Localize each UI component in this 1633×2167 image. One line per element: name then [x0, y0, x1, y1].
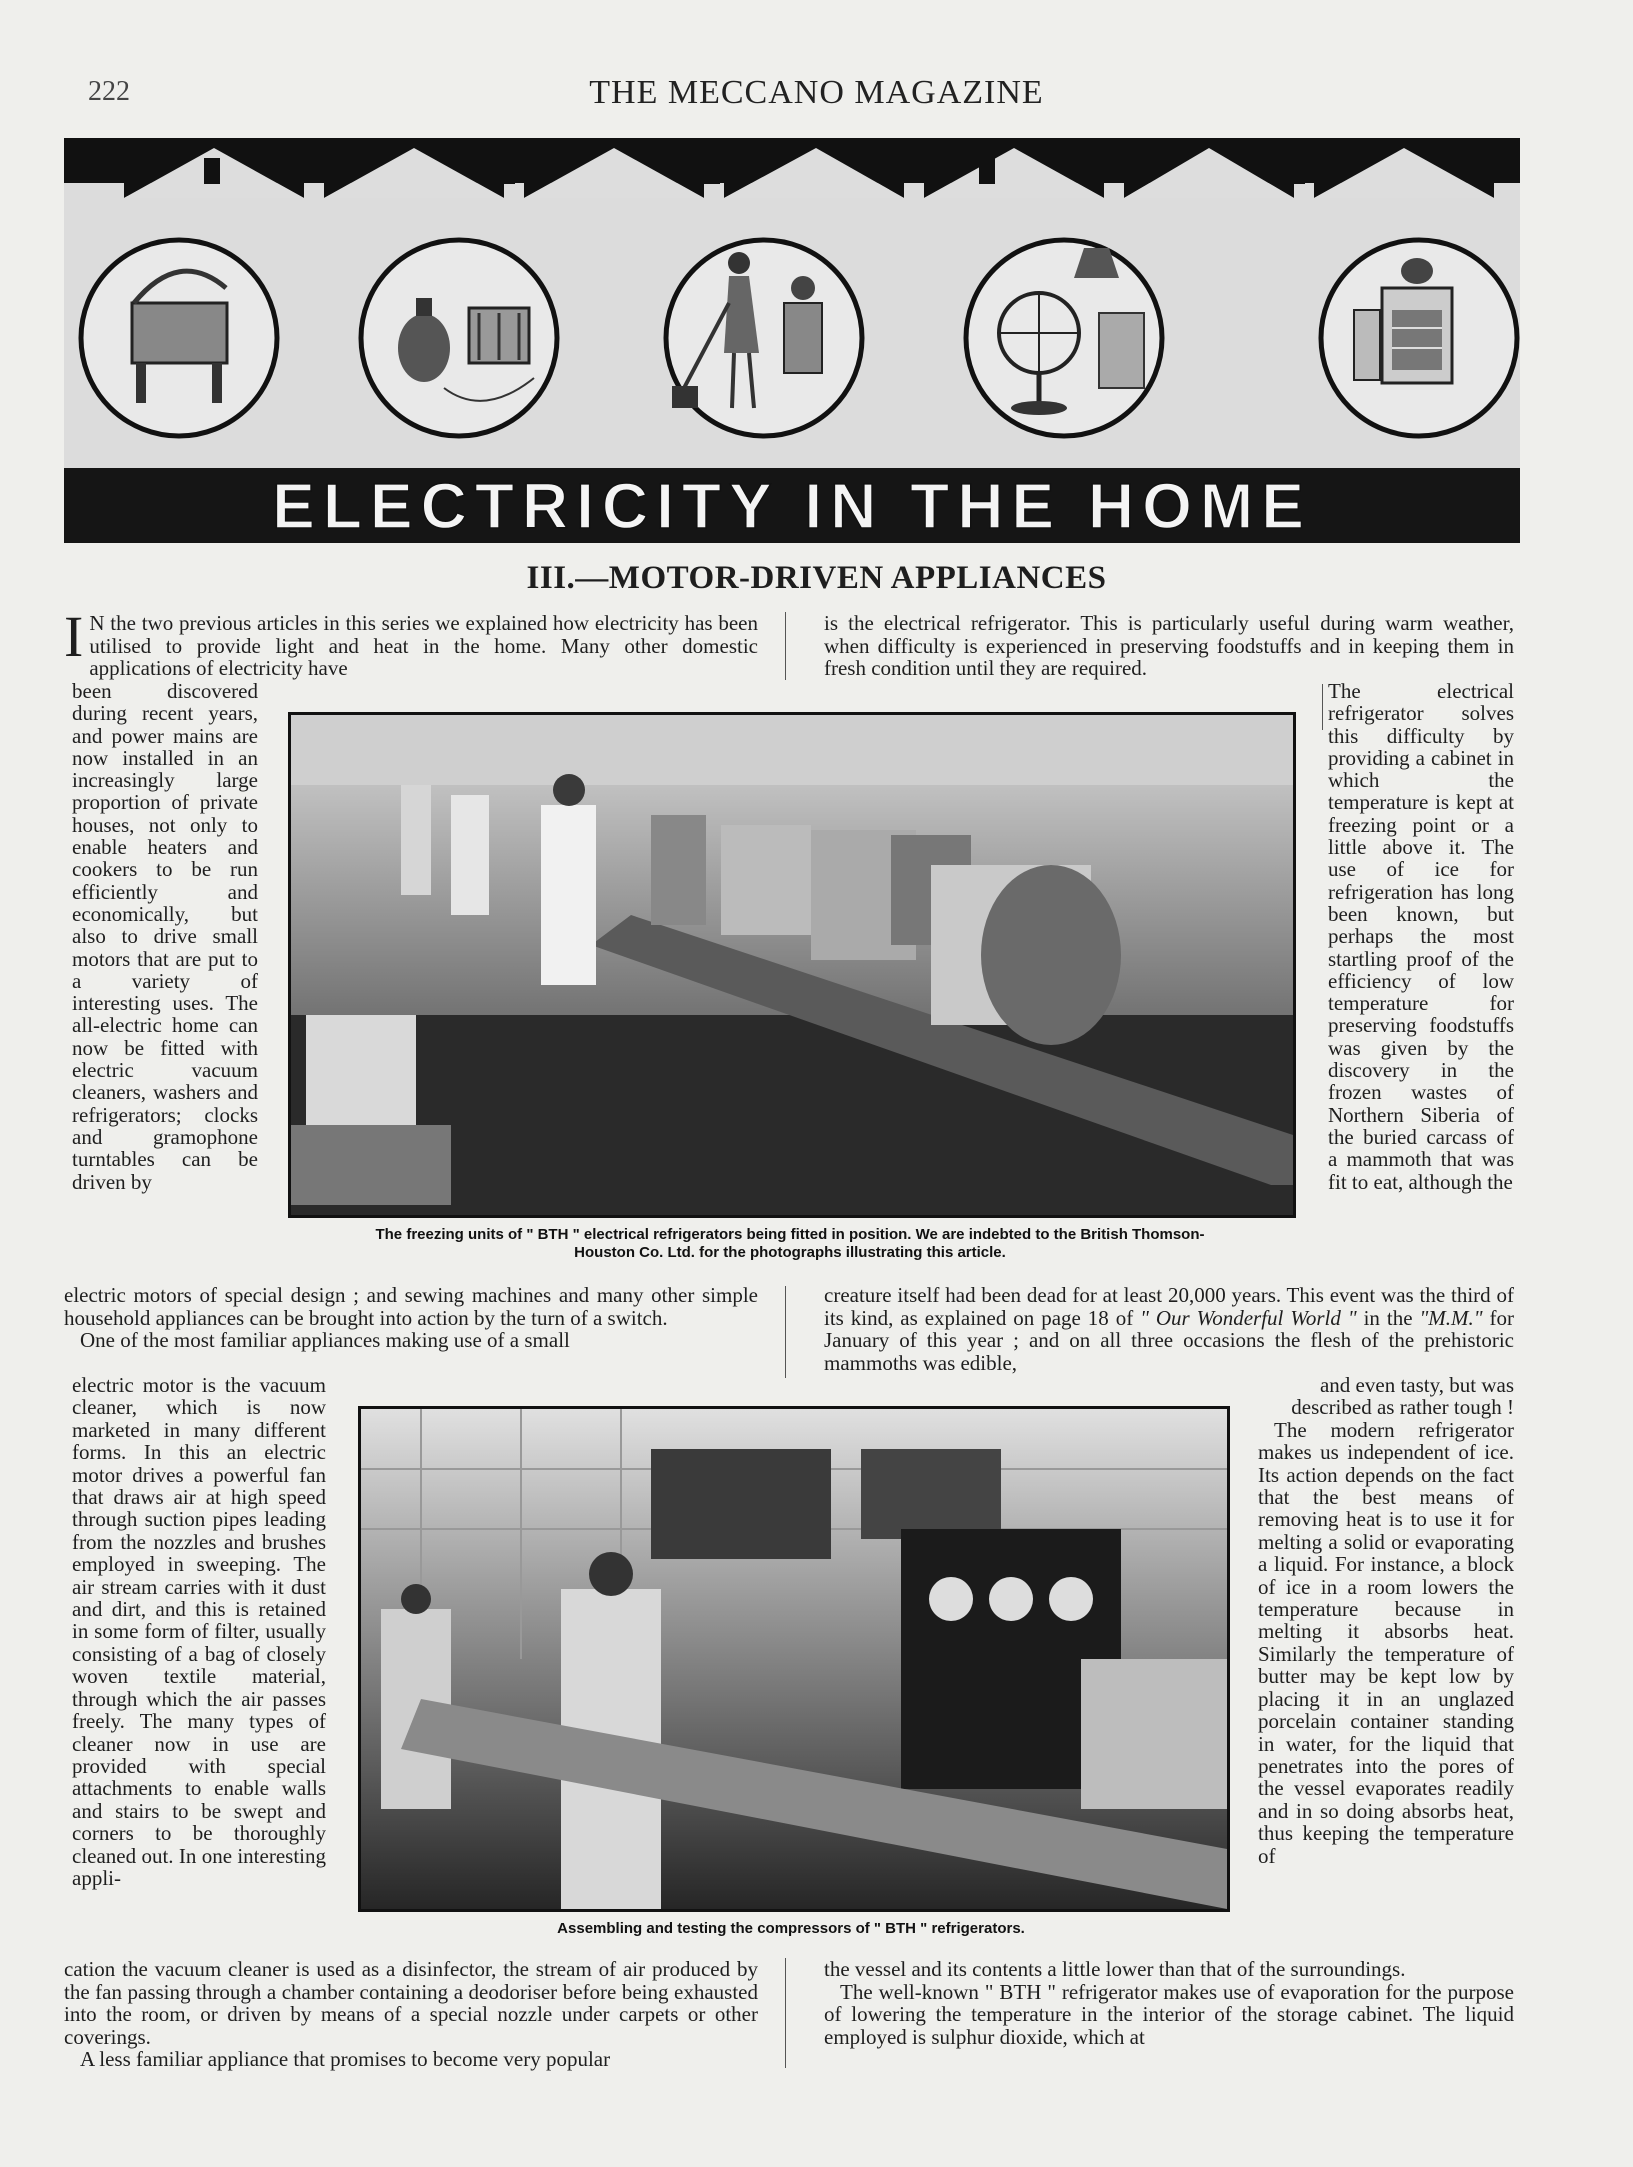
right-narrow-text: The electrical refrigerator solves this difficulty by providing a cabinet in which the temperature is kept at freezing point or a little above it. The use of ice for refrigeration has long been known, but perhaps the most startling proof of the efficiency of low temperature for preserving foodstuffs was given by the discovery in the frozen wastes of Northern Siberia of the buried carcass of a mammoth that was fit to eat, although the [1328, 679, 1514, 1194]
left-column-middle: electric motors of special design ; and sewing machines and many other simple household appliances can be brought into action by the turn of a switch. One of the most familiar appliances making use of a small [64, 1283, 758, 1352]
left-narrow-text-2: electric motor is the vacuum cleaner, which is now marketed in many different forms. In this an electric motor drives a powerful fan that draws air at high speed through suction pipes leading from the nozzles and brushes employed in sweeping. The air stream carries with it dust and dirt, and this is retained in some form of filter, usually consisting of a bag of closely woven textile material, through which the air passes freely. The many types of cleaner now in use are provided with special attachments to enable walls and stairs to be swept and corners to be thoroughly cleaned out. In one interesting appli- [72, 1373, 326, 1890]
section-title: III.—MOTOR-DRIVEN APPLIANCES [526, 560, 1107, 596]
right-column-intro: is the electrical refrigerator. This is particularly useful during warm weather, when difficulty is experienced in preserving foodstuffs and in keeping them in fresh condition until they are required. [824, 611, 1514, 680]
page-number: 222 [88, 76, 130, 107]
column-rule-right [1322, 684, 1323, 730]
drop-cap: I [64, 604, 84, 669]
running-head: THE MECCANO MAGAZINE [589, 74, 1044, 111]
left-narrow-text: been discovered during recent years, and power mains are now installed in an increasingly large proportion of private houses, not only to enable heaters and cookers to be run efficiently and economically, but also to drive small motors that are put to a variety of interesting uses. The all-electric home can now be fitted with electric vacuum cleaners, washers and refrigerators; clocks and gramophone turntables can be driven by [72, 679, 258, 1194]
photo-compressors [358, 1406, 1230, 1912]
right-narrow-text-2: and even tasty, but was described as rather tough ! The modern refrigerator makes us independent of ice. Its action depends on the fact that the best means of removing heat is to use it for melting a solid or evaporating a liquid. For instance, a block of ice in a room lowers the temperature because in melting it absorbs heat. Similarly the temperature of butter may be kept low by placing it in an unglazed porcelain container standing in water, for the liquid that penetrates into the pores of the vessel evaporates readily and in so doing absorbs heat, thus keeping the temperature of [1258, 1373, 1514, 1868]
left-column-intro: I N the two previous articles in this series we explained how electricity has been utilised to provide light and heat in the home. Many other domestic applications of electricity have [64, 604, 758, 680]
fan-roundel [966, 240, 1162, 436]
left-column-bottom: cation the vacuum cleaner is used as a disinfector, the stream of air produced by the fan passing through a chamber containing a deodoriser before being exhausted into the room, or driven by means of a special nozzle under carpets or other coverings. A less familiar appliance that promises to become very popular [64, 1957, 758, 2071]
column-rule-bottom [785, 1958, 786, 2068]
heater-roundel [81, 240, 277, 436]
photo1-caption: The freezing units of " BTH " electrical refrigerators being fitted in position. We are indebted to the British Thomson- Houston Co. Ltd. for the photographs illustrating this article. [375, 1226, 1205, 1261]
vacuuming-roundel [666, 240, 862, 436]
column-rule-middle [785, 1286, 786, 1378]
right-column-middle: creature itself had been dead for at least 20,000 years. This event was the third of its kind, as explained on page 18 of " Our Wonderful World " in the "M.M." for January of this year ; and on all three occasions the flesh of the prehistoric mammoths was edible, [824, 1283, 1514, 1375]
right-column-bottom: the vessel and its contents a little lower than that of the surroundings. The well-known " BTH " refrigerator makes use of evaporation for the purpose of lowering the temperature in the interior of the storage cabinet. The liquid employed is sulphur dioxide, which at [824, 1957, 1514, 2049]
photo2-caption: Assembling and testing the compressors of " BTH " refrigerators. [557, 1920, 1025, 1937]
column-rule-top [785, 612, 786, 680]
teapot-toaster-roundel [361, 240, 557, 436]
cooker-roundel [1321, 240, 1517, 436]
photo-freezing-units [288, 712, 1296, 1218]
banner-illustration [64, 138, 1520, 543]
banner-title: ELECTRICITY IN THE HOME [272, 470, 1312, 542]
